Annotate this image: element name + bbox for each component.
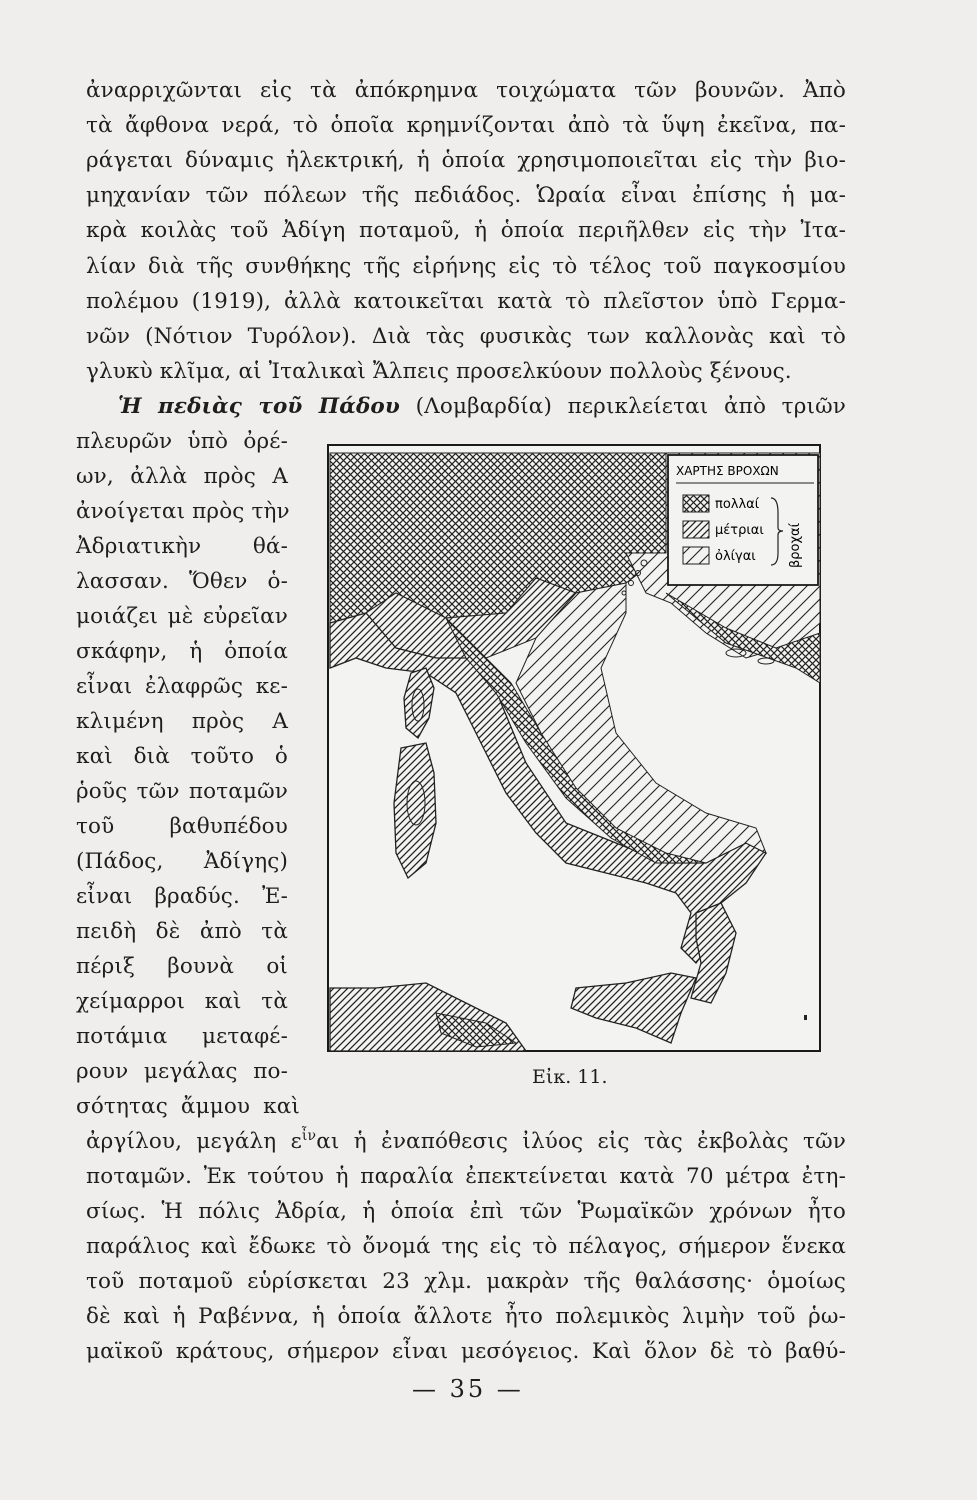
text-run: ἶν [301,1128,317,1144]
text-line: πλευρῶν ὑπὸ ὀρέ- [76,429,288,454]
text-line: (Πάδος, Ἀδίγης) [76,849,288,874]
text-line: Ἀδριατικὴν θά- [76,534,288,559]
text-line: μηχανίαν τῶν πόλεων τῆς πεδιάδος. Ὡραία εἶναι ἐπίσης ἡ μα- [86,183,846,208]
rainfall-map [326,443,824,1053]
text-line: σότητας ἄμμου καὶ [76,1094,300,1119]
text-line: ων, ἀλλὰ πρὸς Α [76,464,288,489]
legend-label-medium: μέτριαι [715,523,764,538]
text-line: πολέμου (1919), ἀλλὰ κατοικεῖται κατὰ τὸ πλεῖστον ὑπὸ Γερμα- [86,289,846,314]
text-line: παράλιος καὶ ἔδωκε τὸ ὄνομά της εἰς τὸ πέλαγος, σήμερον ἕνεκα [86,1234,846,1259]
text-line: σίως. Ἡ πόλις Ἀδρία, ἡ ὁποία ἐπὶ τῶν Ῥωμαϊκῶν χρόνων ἦτο [86,1199,846,1224]
text-line: κρὰ κοιλὰς τοῦ Ἀδίγη ποταμοῦ, ἡ ὁποία περιῆλθεν εἰς τὴν Ἰτα- [86,218,846,243]
section-heading: Ἡ πεδιὰς τοῦ Πάδου [118,394,400,419]
text-line: νῶν (Νότιον Τυρόλον). Διὰ τὰς φυσικὰς των καλλονὰς καὶ τὸ [86,324,846,349]
text-line: τοῦ βαθυπέδου [76,814,288,839]
legend-title: ΧΑΡΤΗΣ ΒΡΟΧΩΝ [676,464,779,478]
text-line: ἀναρριχῶνται εἰς τὰ ἀπόκρημνα τοιχώματα τῶν βουνῶν. Ἀπὸ [86,78,846,103]
text-line: μοιάζει μὲ εὐρεῖαν [76,604,288,629]
text-line: ποταμῶν. Ἐκ τούτου ἡ παραλία ἐπεκτείνεται κατὰ 70 μέτρα ἐτη- [86,1164,846,1189]
text-line: ράγεται δύναμις ἠλεκτρική, ἡ ὁποία χρησιμοποιεῖται εἰς τὴν βιο- [86,148,846,173]
text-line: τὰ ἄφθονα νερά, τὸ ὁποῖα κρημνίζονται ἀπὸ τὰ ὕψη ἐκεῖνα, πα- [86,113,846,138]
legend-side-label: βροχαί [788,523,803,568]
legend-swatch-light [683,547,709,564]
map-marker [804,1015,807,1020]
text-line: ρουν μεγάλας πο- [76,1059,288,1084]
text-line: μαϊκοῦ κράτους, σήμερον εἶναι μεσόγειος. Καὶ ὅλον δὲ τὸ βαθύ- [86,1339,846,1364]
text-line: πειδὴ δὲ ἀπὸ τὰ [76,919,288,944]
text-line: πέριξ βουνὰ οἱ [76,954,288,979]
page-number: — 35 — [412,1375,524,1403]
legend-swatch-heavy [683,495,709,512]
text-line: καὶ διὰ τοῦτο ὁ [76,744,288,769]
text-line: λασσαν. Ὅθεν ὁ- [76,569,288,594]
text-line: ἀνοίγεται πρὸς τὴν [76,499,290,524]
paragraph-start [118,392,846,422]
text-line: σκάφην, ἡ ὁποία [76,639,288,664]
figure-caption: Εἰκ. 11. [532,1066,608,1088]
text-line: ποτάμια μεταφέ- [76,1024,288,1049]
text-line: κλιμένη πρὸς Α [76,709,288,734]
text-line [86,1127,846,1159]
text-line: τοῦ ποταμοῦ εὑρίσκεται 23 χλμ. μακρὰν τῆς θαλάσσης· ὁμοίως [86,1269,846,1294]
text-line: λίαν διὰ τῆς συνθήκης τῆς εἰρήνης εἰς τὸ τέλος τοῦ παγκοσμίου [86,254,846,279]
text-run: ἀργίλου, μεγάλη ε [86,1129,302,1154]
text-line: δὲ καὶ ἡ Ραβέννα, ἡ ὁποία ἄλλοτε ἦτο πολεμικὸς λιμὴν τοῦ ῥω- [86,1304,846,1329]
legend-label-heavy: πολλαί [715,497,760,512]
text-run: αι ἡ ἐναπόθεσις ἰλύος εἰς τὰς ἐκβολὰς τῶν [316,1129,846,1154]
text-line: εἶναι ἐλαφρῶς κε- [76,674,288,699]
text-line: εἶναι βραδύς. Ἐ- [76,884,288,909]
legend-label-light: ὀλίγαι [715,549,756,564]
text-line: χείμαρροι καὶ τὰ [76,989,288,1014]
legend-swatch-medium [683,521,709,538]
text-line: γλυκὺ κλῖμα, αἱ Ἰταλικαὶ Ἄλπεις προσελκύουν πολλοὺς ξένους. [86,359,792,384]
text-run: (Λομβαρδία) περικλείεται ἀπὸ τριῶν [400,394,846,419]
text-line: ῥοῦς τῶν ποταμῶν [76,779,288,804]
